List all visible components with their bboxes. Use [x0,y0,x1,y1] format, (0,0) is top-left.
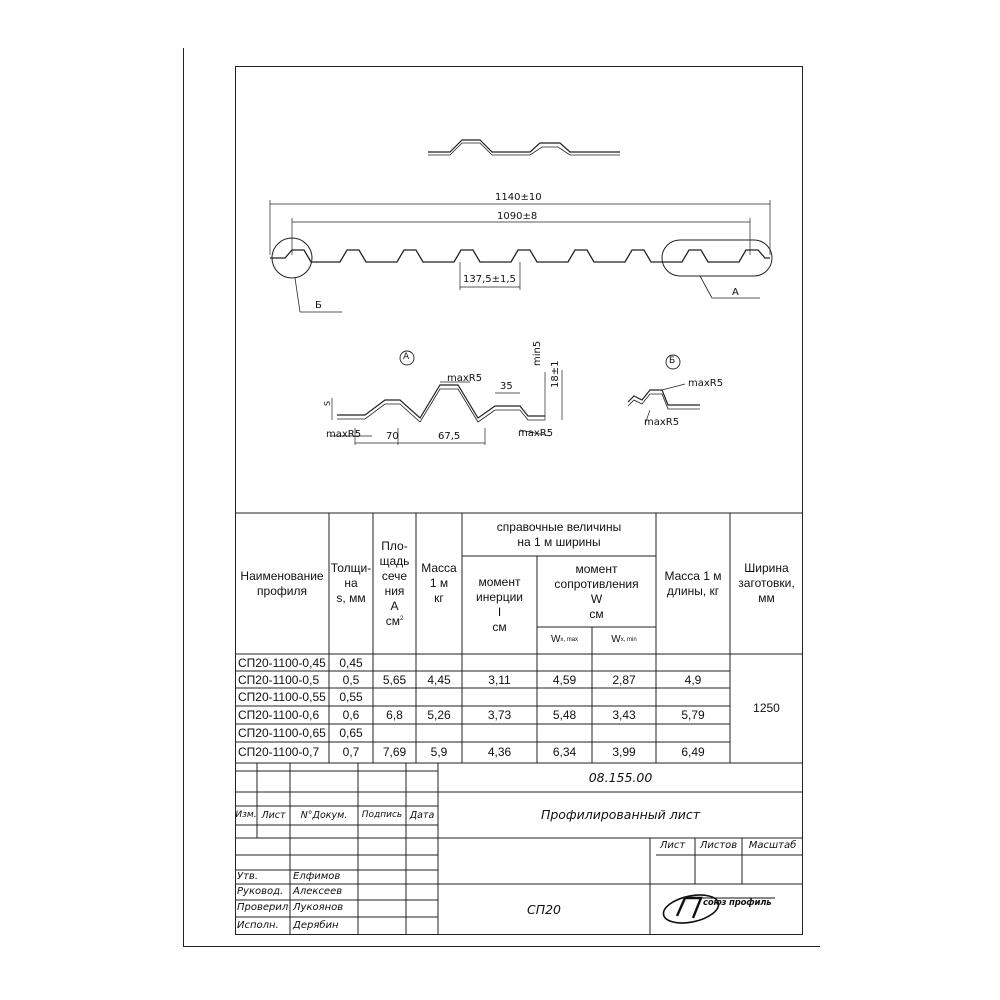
dim-pitch: 137,5±1,5 [463,274,516,285]
cell-wmax [538,725,591,742]
cell-inertia [463,725,536,742]
cell-wmax [538,655,591,671]
header-name: Наименование профиля [240,568,324,598]
header-wmax: W [550,634,561,646]
cell-s: 0,5 [342,672,360,687]
cell-inertia: 3,73 [487,708,512,722]
cell-wmin [593,725,655,742]
cell-wmax: 5,48 [552,708,577,722]
header-wmax-sub: x, max [560,636,579,643]
detail-b-radius-bottom: maxR5 [644,417,680,428]
detail-a-dim-35: 35 [500,381,513,392]
signatory-role: Проверил [237,902,289,914]
cell-mass: 5,26 [427,708,451,722]
col-sign: Подпись [361,809,403,820]
cell-name: СП20-1100-0,55 [238,690,326,704]
detail-a-dim-min5: min5 [532,340,543,366]
cell-inertia [463,655,536,671]
callout-label-b: Б [315,300,322,311]
col-doc: N°Докум. [300,809,348,821]
signatory-name: Елфимов [293,870,341,882]
header-mass-cell [417,514,461,653]
product-code: СП20 [526,901,562,917]
detail-a-dim-675: 67,5 [438,431,461,442]
doc-number: 08.155.00 [588,769,653,785]
cell-inertia: 4,36 [487,745,512,759]
cell-mass-len [657,725,729,742]
blank-width-value: 1250 [753,701,780,715]
cell-area: 6,8 [386,708,403,722]
signatory-role: Утв. [237,870,258,882]
cell-area: 7,69 [382,745,407,759]
detail-a-marker: А [403,352,410,362]
cell-inertia [463,689,536,706]
header-reference: справочные величины на 1 м ширины [496,519,622,549]
cell-wmax [538,689,591,706]
hdr-sheets: Листов [699,840,738,852]
cell-name: СП20-1100-0,65 [238,726,326,740]
col-list: Лист [261,809,286,821]
cell-mass: 5,9 [430,745,448,759]
header-mass: Масса 1 м [421,561,457,590]
header-inertia-unit: см [492,620,507,634]
cell-s: 0,45 [339,655,363,670]
cell-name: СП20-1100-0,7 [238,745,320,759]
company-logo [655,888,800,930]
cell-area [374,655,415,671]
detail-a-radius-top: maxR5 [447,373,483,384]
cell-area: 5,65 [382,672,407,687]
cell-name: СП20-1100-0,5 [238,672,320,687]
header-wmax-cell [538,628,591,653]
cell-s: 0,6 [342,708,360,722]
cell-wmin [593,655,655,671]
cell-name: СП20-1100-0,45 [238,655,326,670]
cell-mass-len [657,689,729,706]
col-date: Дата [409,809,435,821]
cell-mass-len: 5,79 [681,708,705,722]
header-mass-unit: кг [434,591,444,605]
header-mass-length: Масса 1 м длины, кг [664,568,722,598]
detail-a-radius-right: maxR5 [518,428,554,439]
dim-overall: 1140±10 [495,192,542,203]
cell-s: 0,65 [339,726,363,740]
cell-wmin: 3,99 [612,745,636,759]
signatory-role: Руковод. [237,885,284,897]
sheet-left-edge [183,48,184,946]
cell-wmin: 3,43 [612,708,636,722]
hdr-list: Лист [659,840,686,852]
signatory-name: Алексеев [293,885,343,897]
cell-area [374,689,415,706]
header-resistance-cell [538,557,655,626]
cell-mass [417,725,461,742]
cell-wmin [593,689,655,706]
signatory-name: Дерябин [293,919,339,931]
detail-a-dim-s: S [323,400,332,406]
header-resistance: момент сопротивления W [554,561,639,606]
detail-a-dim-18: 18±1 [550,360,561,388]
header-inertia: момент инерции I [476,575,523,619]
cell-mass-len: 4,9 [684,672,702,687]
cell-inertia: 3,11 [488,672,511,687]
callout-label-a: А [732,287,739,298]
header-area-cell: Пло- щадь сече ния A $см^2$ [379,538,410,628]
signatory-role: Исполн. [237,919,279,931]
doc-title: Профилированный лист [540,807,701,823]
header-thickness: Толщи- на s, мм [330,561,372,605]
detail-a-radius-left: maxR5 [326,429,362,440]
header-inertia-cell [463,557,536,653]
sheet-bottom-edge [183,946,820,947]
cell-mass [417,655,461,671]
cell-mass [417,689,461,706]
hdr-scale: Масштаб [748,840,797,852]
cell-mass: 4,45 [427,672,451,687]
col-izm: Изм. [235,809,257,820]
header-resistance-unit: см [589,606,604,621]
cell-wmin: 2,87 [612,672,636,687]
cell-mass-len: 6,49 [681,745,705,759]
header-wmin: W [611,634,621,646]
cell-s: 0,55 [339,690,363,704]
cell-area [374,725,415,742]
cell-mass-len [657,655,729,671]
cell-wmax: 4,59 [552,672,577,687]
header-area: Пло- щадь сече ния A [379,538,410,613]
header-wmin-cell [593,628,655,653]
cell-name: СП20-1100-0,6 [238,708,320,722]
cell-wmax: 6,34 [552,745,577,759]
header-area-unit: см [385,613,400,628]
cell-s: 0,7 [342,745,360,759]
header-blank-width: Ширина заготовки, мм [738,561,795,605]
dim-effective: 1090±8 [497,211,538,222]
signatory-name: Лукоянов [293,902,344,914]
detail-b-radius-top: maxR5 [688,378,724,389]
header-wmin-sub: x, min [620,636,637,643]
detail-a-dim-70: 70 [386,431,399,442]
logo-text: союз профиль [703,898,772,908]
detail-b-marker: Б [669,356,676,366]
